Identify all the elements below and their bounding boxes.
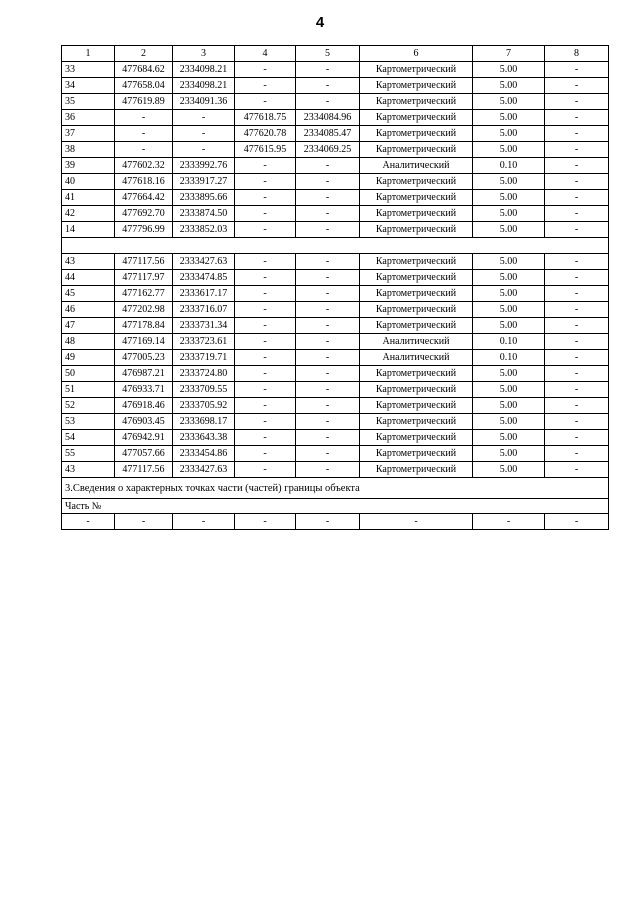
table-cell: 1	[62, 46, 115, 62]
part-number-label: Часть №	[62, 499, 609, 514]
table-cell: 5.00	[473, 430, 545, 446]
table-cell: 4	[235, 46, 296, 62]
table-cell: -	[545, 286, 609, 302]
table-cell: Картометрический	[360, 446, 473, 462]
table-cell: -	[235, 190, 296, 206]
table-cell: -	[173, 514, 235, 530]
table-row	[62, 462, 609, 478]
table-row	[62, 414, 609, 430]
table-row	[62, 158, 609, 174]
table-cell: 2334091.36	[173, 94, 235, 110]
table-cell: -	[62, 514, 115, 530]
table-cell: 14	[62, 222, 115, 238]
table-cell: -	[473, 514, 545, 530]
table-cell: 5.00	[473, 126, 545, 142]
table-cell: 3	[173, 46, 235, 62]
table-row	[62, 514, 609, 530]
table-cell: 5.00	[473, 286, 545, 302]
table-cell: -	[235, 446, 296, 462]
table-cell: 34	[62, 78, 115, 94]
table-cell: -	[296, 366, 360, 382]
table-cell: -	[235, 286, 296, 302]
table-cell: -	[545, 318, 609, 334]
table-cell: -	[296, 286, 360, 302]
table-header-row	[62, 46, 609, 62]
table-cell: -	[296, 62, 360, 78]
table-cell: 48	[62, 334, 115, 350]
table-row	[62, 382, 609, 398]
table-cell: 51	[62, 382, 115, 398]
table-row	[62, 366, 609, 382]
table-cell: Картометрический	[360, 462, 473, 478]
table-cell: 5.00	[473, 318, 545, 334]
table-cell: 476942.91	[115, 430, 173, 446]
table-cell: 2333852.03	[173, 222, 235, 238]
table-cell: 54	[62, 430, 115, 446]
table-cell: -	[115, 514, 173, 530]
table-cell: 41	[62, 190, 115, 206]
table-cell: -	[296, 318, 360, 334]
table-cell: -	[235, 158, 296, 174]
table-cell: 2333474.85	[173, 270, 235, 286]
table-cell: -	[115, 142, 173, 158]
table-cell: 39	[62, 158, 115, 174]
table-cell: -	[235, 302, 296, 318]
table-cell: 2	[115, 46, 173, 62]
table-row	[62, 190, 609, 206]
table-cell: 2333427.63	[173, 254, 235, 270]
table-row	[62, 286, 609, 302]
table-cell: 33	[62, 62, 115, 78]
table-cell: Картометрический	[360, 414, 473, 430]
table-cell: -	[545, 514, 609, 530]
table-cell: -	[360, 514, 473, 530]
table-cell: 477117.56	[115, 462, 173, 478]
table-cell: -	[545, 398, 609, 414]
table-cell: -	[115, 110, 173, 126]
table-row	[62, 206, 609, 222]
table-cell: -	[545, 254, 609, 270]
table-cell: Картометрический	[360, 430, 473, 446]
table-cell: 38	[62, 142, 115, 158]
table-cell: 477684.62	[115, 62, 173, 78]
table-cell: 5.00	[473, 190, 545, 206]
table-cell: 477618.75	[235, 110, 296, 126]
table-row	[62, 446, 609, 462]
table-cell: -	[235, 462, 296, 478]
table-cell: -	[235, 318, 296, 334]
table-cell: 477619.89	[115, 94, 173, 110]
table-cell: Картометрический	[360, 174, 473, 190]
table-cell: -	[235, 222, 296, 238]
table-cell: Аналитический	[360, 334, 473, 350]
table-cell: -	[296, 190, 360, 206]
table-cell: 44	[62, 270, 115, 286]
table-cell: 5.00	[473, 302, 545, 318]
table-cell: 2333709.55	[173, 382, 235, 398]
table-row	[62, 94, 609, 110]
table-cell: -	[545, 302, 609, 318]
table-row	[62, 110, 609, 126]
table-row	[62, 62, 609, 78]
table-cell: Картометрический	[360, 270, 473, 286]
table-cell: 2333716.07	[173, 302, 235, 318]
table-cell: 2333427.63	[173, 462, 235, 478]
table-cell: -	[115, 126, 173, 142]
table-cell: 35	[62, 94, 115, 110]
table-cell: -	[545, 270, 609, 286]
table-cell: -	[545, 350, 609, 366]
table-cell: 5.00	[473, 78, 545, 94]
table-cell: 477117.97	[115, 270, 173, 286]
page-number: 4	[315, 14, 325, 31]
table-cell: -	[296, 302, 360, 318]
table-row	[62, 302, 609, 318]
table-cell: 5.00	[473, 254, 545, 270]
table-cell: -	[235, 174, 296, 190]
table-row	[62, 126, 609, 142]
table-cell: -	[545, 126, 609, 142]
table-cell: -	[545, 414, 609, 430]
table-cell: -	[173, 142, 235, 158]
table-cell: 477057.66	[115, 446, 173, 462]
table-cell: Аналитический	[360, 158, 473, 174]
table-cell: 5.00	[473, 62, 545, 78]
table-cell: Картометрический	[360, 126, 473, 142]
table-cell: 476918.46	[115, 398, 173, 414]
table-row	[62, 254, 609, 270]
table-cell: 477658.04	[115, 78, 173, 94]
table-cell: -	[545, 462, 609, 478]
table-cell: 477005.23	[115, 350, 173, 366]
table-cell: Картометрический	[360, 366, 473, 382]
table-cell: -	[296, 158, 360, 174]
table-cell: Аналитический	[360, 350, 473, 366]
table-cell: 2333724.80	[173, 366, 235, 382]
table-cell: -	[235, 206, 296, 222]
table-cell: -	[545, 158, 609, 174]
table-cell: -	[296, 462, 360, 478]
table-cell: Картометрический	[360, 110, 473, 126]
table-cell: -	[296, 514, 360, 530]
table-cell: 45	[62, 286, 115, 302]
table-cell: -	[235, 62, 296, 78]
table-row	[62, 222, 609, 238]
table-cell: -	[545, 382, 609, 398]
table-cell: -	[545, 78, 609, 94]
table-cell: 47	[62, 318, 115, 334]
table-cell: Картометрический	[360, 398, 473, 414]
table-cell: Картометрический	[360, 78, 473, 94]
table-cell: -	[296, 446, 360, 462]
table-row	[62, 174, 609, 190]
table-cell: 49	[62, 350, 115, 366]
table-cell: 0.10	[473, 350, 545, 366]
table-cell: 2333917.27	[173, 174, 235, 190]
table-cell: 477618.16	[115, 174, 173, 190]
table-cell: 5.00	[473, 398, 545, 414]
table-cell: -	[173, 110, 235, 126]
table-row	[62, 334, 609, 350]
table-cell: Картометрический	[360, 318, 473, 334]
table-cell: 2334084.96	[296, 110, 360, 126]
table-cell: 55	[62, 446, 115, 462]
table-cell: -	[296, 382, 360, 398]
table-cell: Картометрический	[360, 286, 473, 302]
table-cell: -	[235, 78, 296, 94]
table-cell: 5.00	[473, 414, 545, 430]
table-cell: 477692.70	[115, 206, 173, 222]
table-cell: 7	[473, 46, 545, 62]
table-cell: 46	[62, 302, 115, 318]
table-cell: -	[545, 142, 609, 158]
table-cell: 2334069.25	[296, 142, 360, 158]
table-cell: 5.00	[473, 174, 545, 190]
table-cell: -	[545, 366, 609, 382]
table-cell: 476987.21	[115, 366, 173, 382]
table-cell: 477178.84	[115, 318, 173, 334]
table-cell: -	[235, 398, 296, 414]
table-cell: 0.10	[473, 334, 545, 350]
table-cell: 8	[545, 46, 609, 62]
coordinates-table	[61, 45, 609, 530]
table-cell: -	[545, 94, 609, 110]
table-row	[62, 350, 609, 366]
table-cell: 2333705.92	[173, 398, 235, 414]
table-cell: -	[235, 270, 296, 286]
table-cell: 477117.56	[115, 254, 173, 270]
table-cell: Картометрический	[360, 206, 473, 222]
table-cell: -	[545, 334, 609, 350]
table-cell: -	[235, 350, 296, 366]
table-cell: -	[545, 206, 609, 222]
table-cell: 53	[62, 414, 115, 430]
table-cell: 477664.42	[115, 190, 173, 206]
table-cell: 5	[296, 46, 360, 62]
table-cell: -	[235, 366, 296, 382]
table-cell: 5.00	[473, 446, 545, 462]
table-cell: -	[545, 430, 609, 446]
table-cell: 477796.99	[115, 222, 173, 238]
table-cell: -	[235, 382, 296, 398]
table-row	[62, 430, 609, 446]
table-cell: 2333731.34	[173, 318, 235, 334]
table-cell: Картометрический	[360, 94, 473, 110]
table-cell: 2334098.21	[173, 78, 235, 94]
section3-title: 3.Сведения о характерных точках части (частей) границы объекта	[62, 478, 609, 499]
table-cell: -	[235, 414, 296, 430]
table-cell: 5.00	[473, 110, 545, 126]
table-cell: 2334085.47	[296, 126, 360, 142]
table-cell: 476903.45	[115, 414, 173, 430]
table-row	[62, 398, 609, 414]
separator-row	[62, 238, 609, 254]
table-cell: Картометрический	[360, 254, 473, 270]
table-cell: 476933.71	[115, 382, 173, 398]
table-cell: 2333992.76	[173, 158, 235, 174]
table-cell: 42	[62, 206, 115, 222]
separator-cell	[62, 238, 609, 254]
table-cell: 52	[62, 398, 115, 414]
table-cell: 5.00	[473, 270, 545, 286]
table-cell: -	[296, 334, 360, 350]
table-cell: 2333723.61	[173, 334, 235, 350]
table-cell: 43	[62, 462, 115, 478]
table-cell: -	[296, 270, 360, 286]
table-cell: 0.10	[473, 158, 545, 174]
table-cell: 477169.14	[115, 334, 173, 350]
table-row	[62, 318, 609, 334]
table-cell: -	[173, 126, 235, 142]
table-cell: Картометрический	[360, 302, 473, 318]
table-cell: 2334098.21	[173, 62, 235, 78]
table-cell: 2333874.50	[173, 206, 235, 222]
table-row	[62, 142, 609, 158]
table-cell: Картометрический	[360, 62, 473, 78]
table-cell: 2333643.38	[173, 430, 235, 446]
table-cell: 5.00	[473, 222, 545, 238]
table-cell: -	[296, 350, 360, 366]
table-cell: 43	[62, 254, 115, 270]
table-cell: -	[296, 206, 360, 222]
table-cell: 2333698.17	[173, 414, 235, 430]
table-cell: 477202.98	[115, 302, 173, 318]
table-cell: -	[545, 222, 609, 238]
table-cell: Картометрический	[360, 142, 473, 158]
table-cell: 477602.32	[115, 158, 173, 174]
table-cell: 36	[62, 110, 115, 126]
table-cell: -	[296, 174, 360, 190]
table-cell: 5.00	[473, 94, 545, 110]
table-cell: -	[235, 334, 296, 350]
table-cell: 2333617.17	[173, 286, 235, 302]
table-row	[62, 270, 609, 286]
table-cell: 2333719.71	[173, 350, 235, 366]
table-cell: 37	[62, 126, 115, 142]
table-cell: 40	[62, 174, 115, 190]
table-cell: Картометрический	[360, 190, 473, 206]
table-cell: -	[235, 514, 296, 530]
table-cell: 5.00	[473, 206, 545, 222]
table-row	[62, 78, 609, 94]
table-cell: -	[296, 414, 360, 430]
table-cell: -	[235, 94, 296, 110]
table-cell: 6	[360, 46, 473, 62]
table-cell: 477162.77	[115, 286, 173, 302]
table-cell: -	[545, 446, 609, 462]
table-cell: -	[296, 94, 360, 110]
table-cell: -	[296, 222, 360, 238]
section3-row	[62, 478, 609, 499]
part-number-row	[62, 499, 609, 514]
table-cell: 2333895.66	[173, 190, 235, 206]
table-cell: -	[296, 254, 360, 270]
table-cell: -	[545, 62, 609, 78]
table-cell: -	[545, 190, 609, 206]
table-cell: -	[235, 254, 296, 270]
table-cell: -	[545, 174, 609, 190]
table-cell: -	[545, 110, 609, 126]
table-cell: Картометрический	[360, 222, 473, 238]
table-cell: 5.00	[473, 382, 545, 398]
table-cell: -	[296, 78, 360, 94]
table-cell: -	[235, 430, 296, 446]
table-cell: -	[296, 430, 360, 446]
table-cell: Картометрический	[360, 382, 473, 398]
table-cell: 5.00	[473, 462, 545, 478]
table-cell: 5.00	[473, 142, 545, 158]
table-cell: -	[296, 398, 360, 414]
table-cell: 5.00	[473, 366, 545, 382]
table-cell: 50	[62, 366, 115, 382]
table-cell: 2333454.86	[173, 446, 235, 462]
table-cell: 477615.95	[235, 142, 296, 158]
table-cell: 477620.78	[235, 126, 296, 142]
